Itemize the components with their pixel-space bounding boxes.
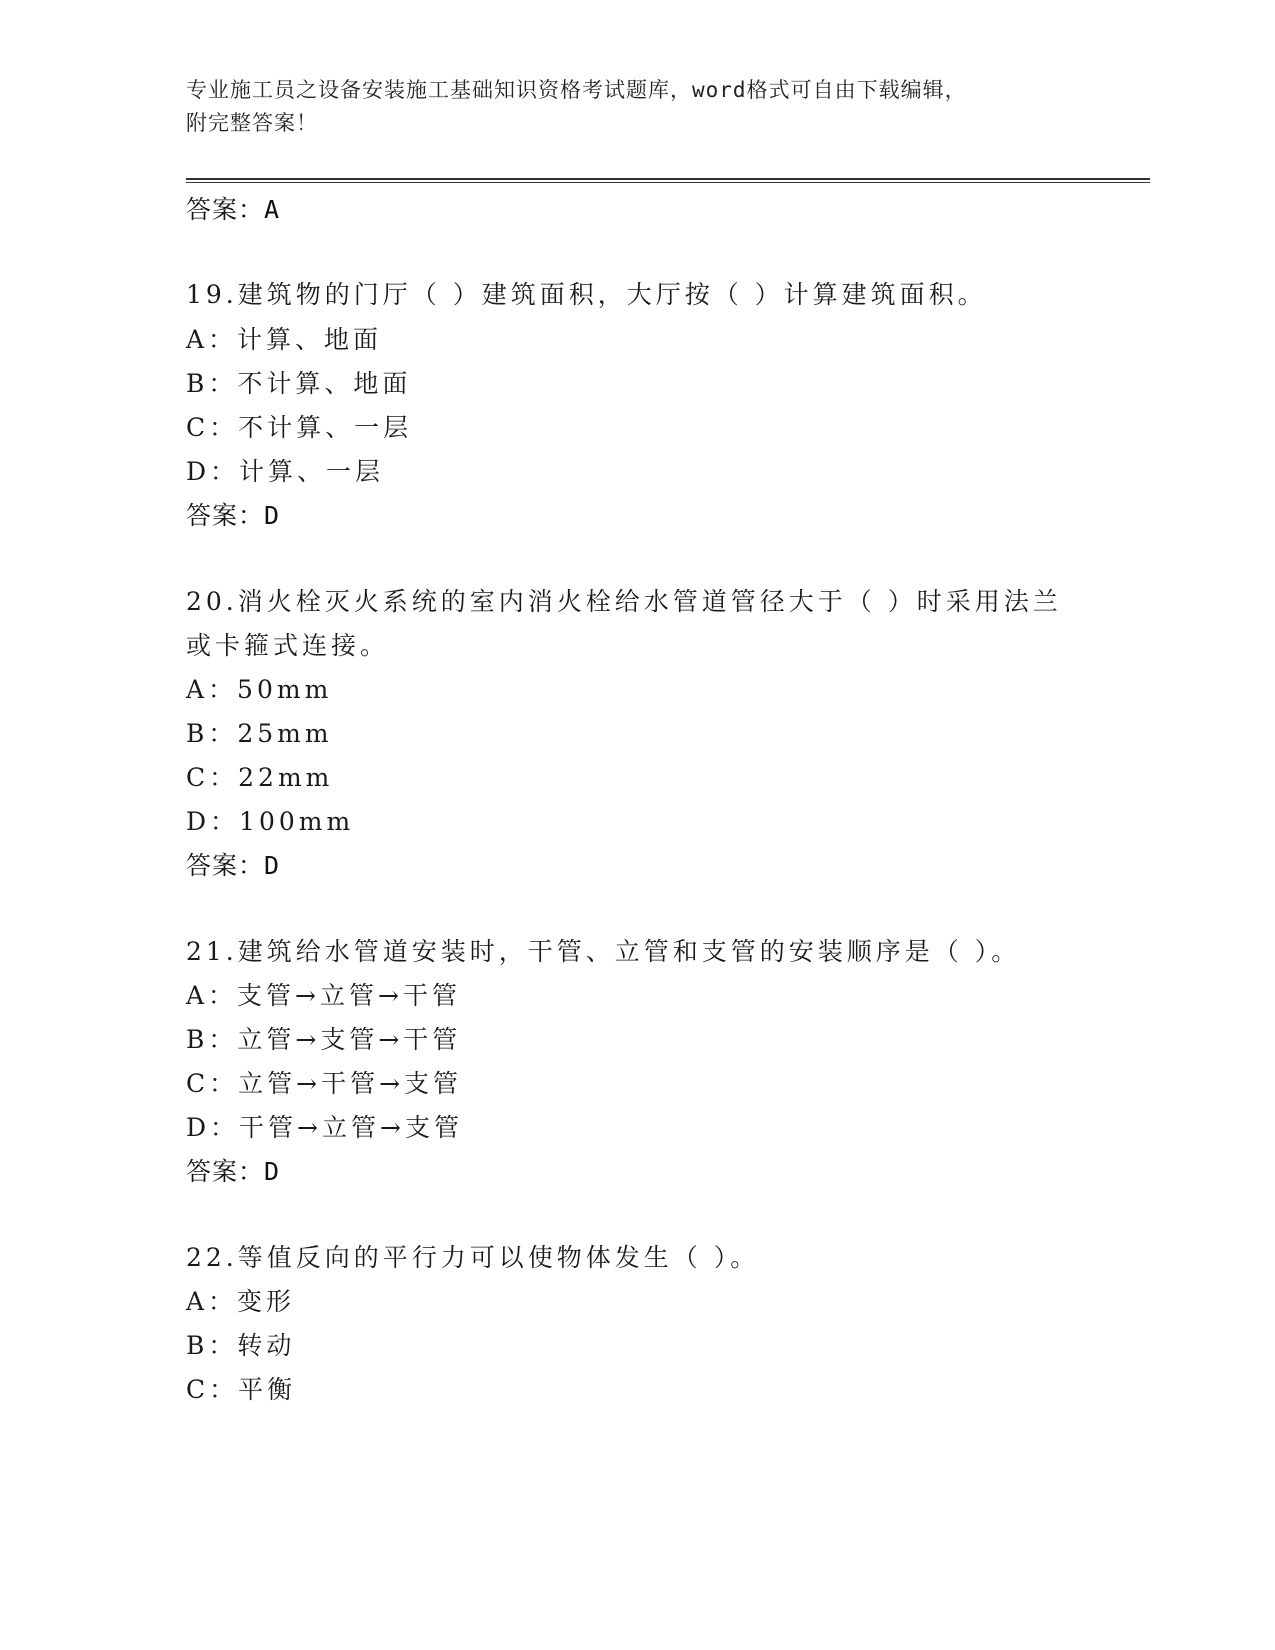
header-line-2: 附完整答案！ (186, 111, 318, 135)
question-22-option-b: B：转动 (186, 1331, 296, 1360)
question-20-stem-line-2: 或卡箍式连接。 (186, 631, 390, 660)
question-20-option-d: D：100mm (186, 807, 355, 836)
question-22-option-a: A：变形 (186, 1287, 296, 1316)
question-19-option-b: B：不计算、地面 (186, 369, 412, 398)
question-21-option-c: C：立管→干管→支管 (186, 1069, 463, 1098)
question-21-stem: 21.建筑给水管道安装时，干管、立管和支管的安装顺序是（ ）。 (186, 937, 1021, 966)
question-19-stem: 19.建筑物的门厅（ ）建筑面积，大厅按（ ）计算建筑面积。 (186, 280, 987, 309)
question-21-option-a: A：支管→立管→干管 (186, 981, 461, 1010)
question-20-stem-line-1: 20.消火栓灭火系统的室内消火栓给水管道管径大于（ ）时采用法兰 (186, 587, 1062, 616)
document-header (186, 74, 1066, 140)
header-line-1: 专业施工员之设备安装施工基础知识资格考试题库，word格式可自由下载编辑， (186, 78, 967, 102)
header-divider-thin (186, 182, 1150, 183)
question-22-stem: 22.等值反向的平行力可以使物体发生（ ）。 (186, 1243, 760, 1272)
question-21-option-d: D：干管→立管→支管 (186, 1113, 463, 1142)
question-20-option-a: A：50mm (186, 675, 333, 704)
question-19-option-a: A：计算、地面 (186, 325, 383, 354)
header-divider-thick (186, 178, 1150, 180)
question-19-answer: 答案：D (186, 501, 281, 530)
question-19-option-d: D：计算、一层 (186, 457, 385, 486)
question-20-answer: 答案：D (186, 851, 281, 880)
question-21-answer: 答案：D (186, 1157, 281, 1186)
question-19-option-c: C：不计算、一层 (186, 413, 413, 442)
question-21-option-b: B：立管→支管→干管 (186, 1025, 462, 1054)
question-22-option-c: C：平衡 (186, 1375, 297, 1404)
question-20-option-c: C：22mm (186, 763, 334, 792)
answer-line: 答案：A (186, 195, 281, 224)
question-20-option-b: B：25mm (186, 719, 333, 748)
